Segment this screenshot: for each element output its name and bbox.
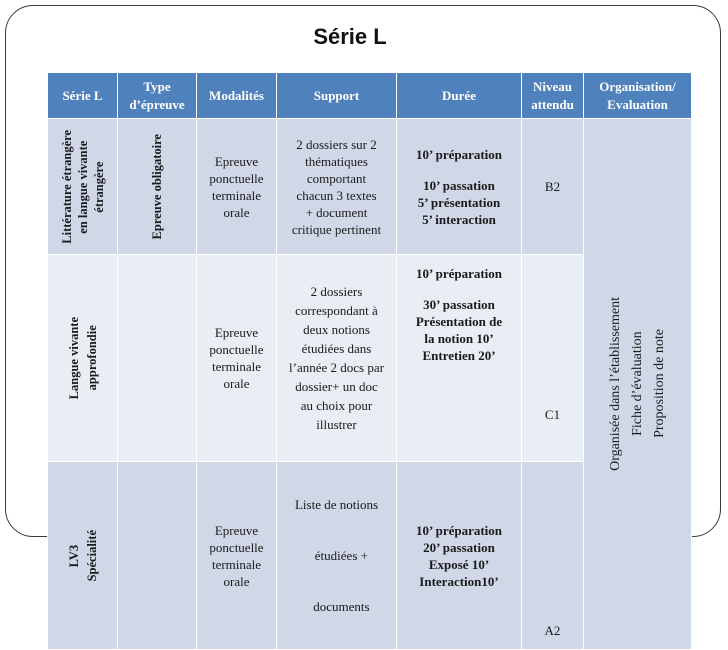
cell-support: 2 dossiers sur 2 thématiques comportant chacun 3 textes + document critique pertinent <box>277 119 397 255</box>
cell-modalites: Epreuve ponctuelle terminale orale <box>197 255 277 462</box>
cell-niveau: A2 <box>522 462 584 650</box>
header-support: Support <box>277 73 397 119</box>
header-duree: Durée <box>397 73 522 119</box>
table-row <box>48 119 692 255</box>
cell-serie: Littérature étrangère en langue vivante étrangère <box>48 119 118 255</box>
cell-type: Epreuve obligatoire <box>118 119 197 255</box>
cell-modalites: Epreuve ponctuelle terminale orale <box>197 462 277 650</box>
cell-type <box>118 462 197 650</box>
cell-support: Liste de notions étudiées + documents <box>277 462 397 650</box>
header-type: Type d’épreuve <box>118 73 197 119</box>
slide-title: Série L <box>313 24 387 49</box>
header-modalites: Modalités <box>197 73 277 119</box>
cell-duree: 10’ préparation 20’ passation Exposé 10’ Interaction10’ <box>397 462 522 650</box>
cell-niveau: B2 <box>522 119 584 255</box>
table-header-row <box>48 73 692 119</box>
header-serie: Série L <box>48 73 118 119</box>
cell-serie: Langue vivante approfondie <box>48 255 118 462</box>
cell-support: 2 dossiers correspondant à deux notions étudiées dans l’année 2 docs par dossier+ un doc au choix pour illustrer <box>277 255 397 462</box>
header-organisation: Organisation/ Evaluation <box>584 73 692 119</box>
cell-duree: 10’ préparation 10’ passation 5’ présentation 5’ interaction <box>397 119 522 255</box>
header-niveau: Niveau attendu <box>522 73 584 119</box>
cell-duree: 10’ préparation 30’ passation Présentation de la notion 10’ Entretien 20’ <box>397 255 522 462</box>
cell-modalites: Epreuve ponctuelle terminale orale <box>197 119 277 255</box>
cell-type <box>118 255 197 462</box>
cell-organisation: Organisée dans l’établissement Fiche d’évaluation Proposition de note <box>584 119 692 650</box>
cell-niveau: C1 <box>522 255 584 462</box>
cell-serie: LV3 Spécialité <box>48 462 118 650</box>
exam-table <box>47 72 692 650</box>
